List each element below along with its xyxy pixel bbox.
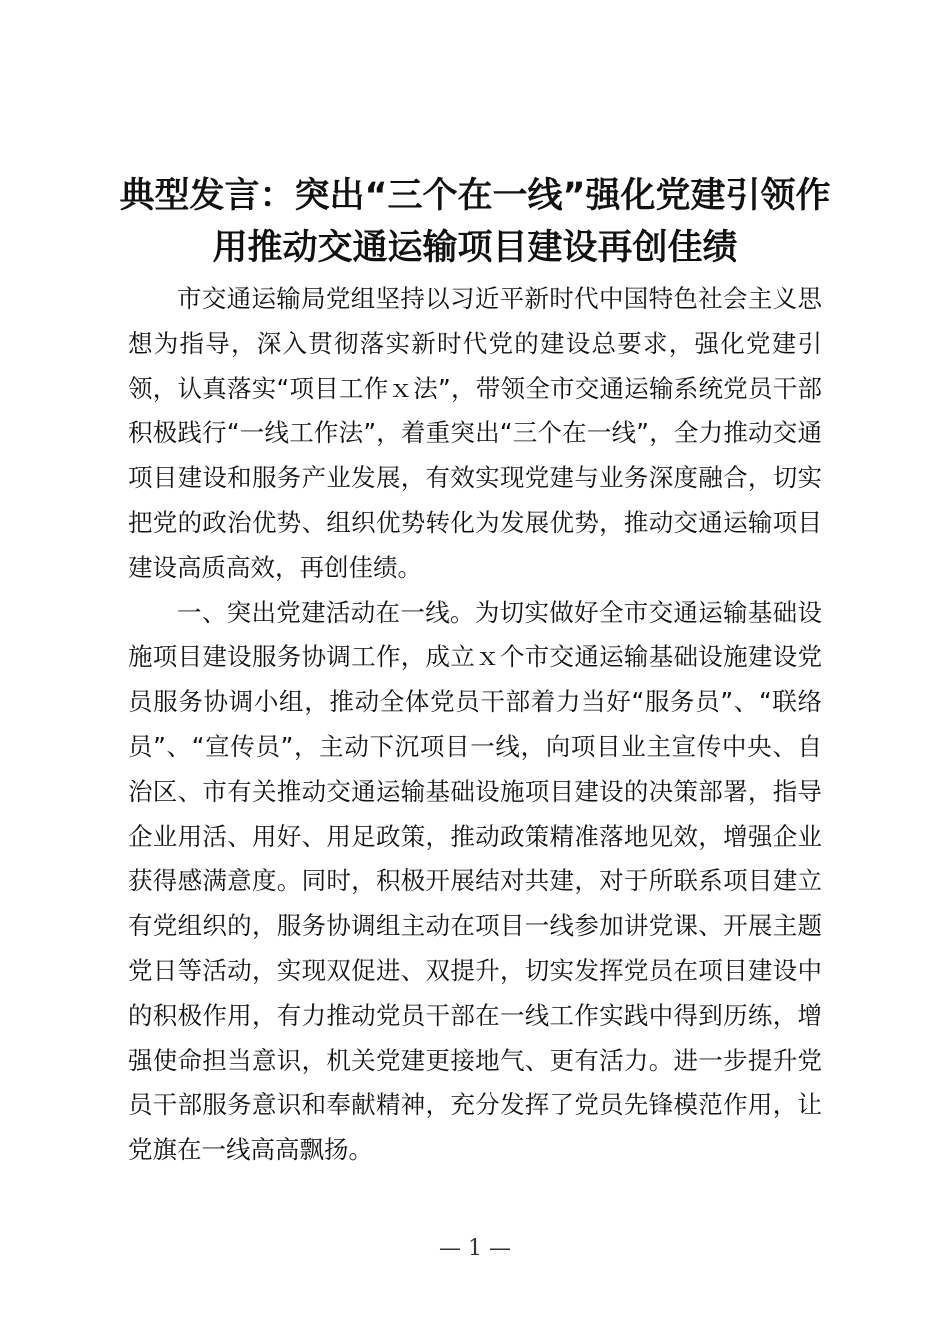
page-number: — 1 —: [439, 1236, 511, 1261]
paragraph-intro: 市交通运输局党组坚持以习近平新时代中国特色社会主义思想为指导，深入贯彻落实新时代党的建设总要求，强化党建引领，认真落实“项目工作ｘ法”，带领全市交通运输系统党员干部积极践行“一线工作法”，着重突出“三个在一线”，全力推动交通项目建设和服务产业发展，有效实现党建与业务深度融合，切实把党的政治优势、组织优势转化为发展优势，推动交通运输项目建设高质高效，再创佳绩。: [128, 284, 822, 582]
paragraph-section-one: 一、突出党建活动在一线。为切实做好全市交通运输基础设施项目建设服务协调工作，成立ｘ个市交通运输基础设施建设党员服务协调小组，推动全体党员干部着力当好“服务员”、“联络员”、“宣传员”，主动下沉项目一线，向项目业主宣传中央、自治区、市有关推动交通运输基础设施项目建设的决策部署，指导企业用活、用好、用足政策，推动政策精准落地见效，增强企业获得感满意度。同时，积极开展结对共建，对于所联系项目建立有党组织的，服务协调组主动在项目一线参加讲党课、开展主题党日等活动，实现双促进、双提升，切实发挥党员在项目建设中的积极作用，有力推动党员干部在一线工作实践中得到历练，增强使命担当意识，机关党建更接地气、更有活力。进一步提升党员干部服务意识和奉献精神，充分发挥了党员先锋模范作用，让党旗在一线高高飘扬。: [128, 597, 822, 1165]
document-body: [128, 277, 822, 1173]
document-title: 典型发言：突出“三个在一线”强化党建引领作用推动交通运输项目建设再创佳绩: [119, 176, 831, 268]
